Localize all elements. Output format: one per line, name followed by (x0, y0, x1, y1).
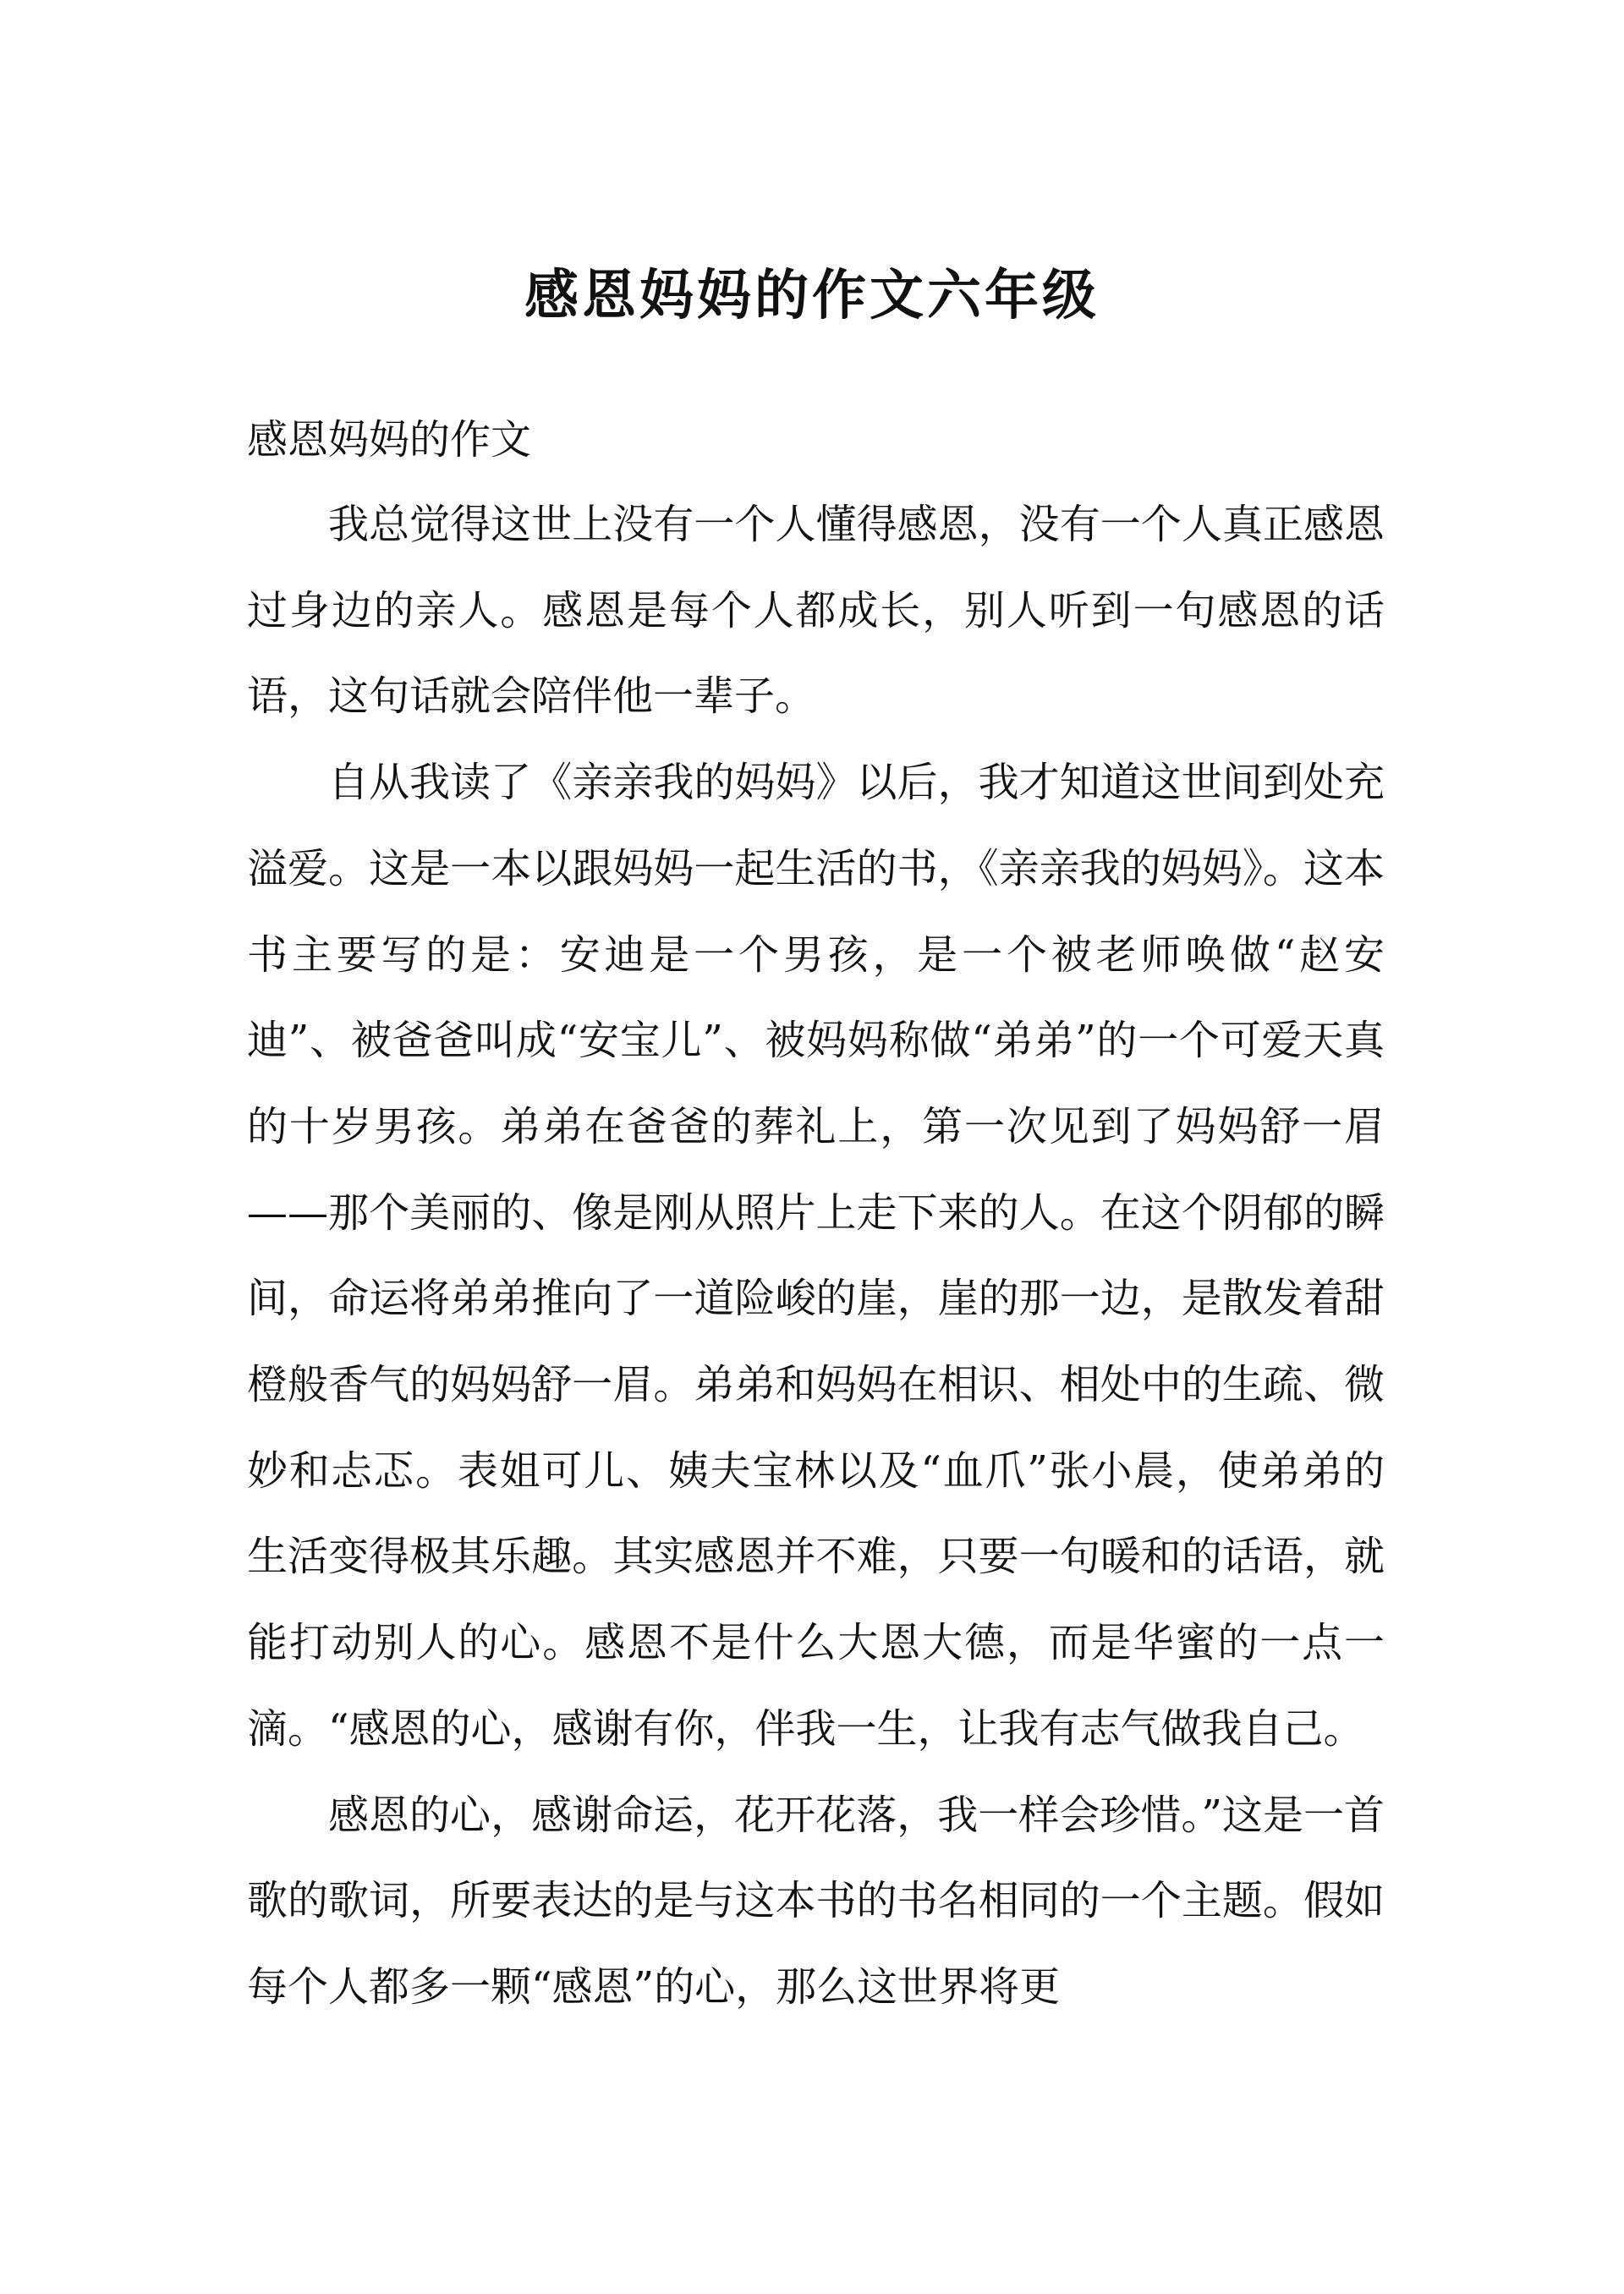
paragraph-3: 感恩的心，感谢命运，花开花落，我一样会珍惜。”这是一首歌的歌词，所要表达的是与这本书的书名相同的一个主题。假如每个人都多一颗“感恩”的心，那么这世界将更 (247, 1791, 1385, 2011)
paragraph-1: 我总觉得这世上没有一个人懂得感恩，没有一个人真正感恩过身边的亲人。感恩是每个人都成长，别人听到一句感恩的话语，这句话就会陪伴他一辈子。 (247, 501, 1385, 721)
document-body (247, 398, 1385, 2031)
document-subtitle: 感恩妈妈的作文 (247, 416, 532, 464)
paragraph-2: 自从我读了《亲亲我的妈妈》以后，我才知道这世间到处充溢爱。这是一本以跟妈妈一起生活的书，《亲亲我的妈妈》。这本书主要写的是：安迪是一个男孩，是一个被老师唤做“赵安迪”、被爸爸叫成“安宝儿”、被妈妈称做“弟弟”的一个可爱天真的十岁男孩。弟弟在爸爸的葬礼上，第一次见到了妈妈舒一眉——那个美丽的、像是刚从照片上走下来的人。在这个阴郁的瞬间，命运将弟弟推向了一道险峻的崖，崖的那一边，是散发着甜橙般香气的妈妈舒一眉。弟弟和妈妈在相识、相处中的生疏、微妙和忐忑。表姐可儿、姨夫宝林以及“血爪”张小晨，使弟弟的生活变得极其乐趣。其实感恩并不难，只要一句暖和的话语，就能打动别人的心。感恩不是什么大恩大德，而是华蜜的一点一滴。“感恩的心，感谢有你，伴我一生，让我有志气做我自己。 (247, 759, 1385, 1753)
document-title: 感恩妈妈的作文六年级 (524, 264, 1100, 327)
